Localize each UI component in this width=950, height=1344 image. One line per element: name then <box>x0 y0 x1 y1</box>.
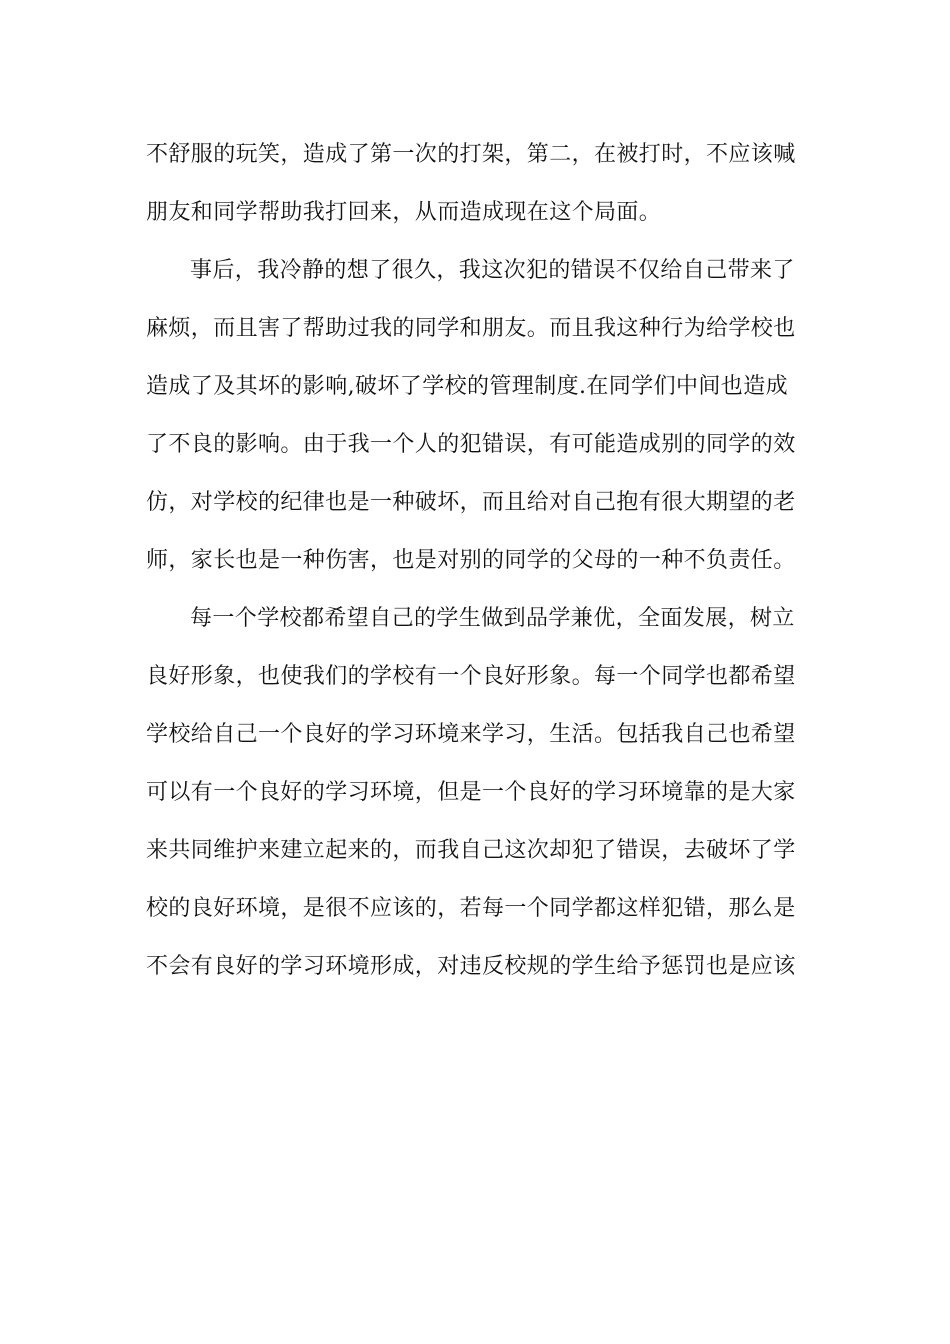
body-text <box>146 126 816 996</box>
text-line-7: 仿，对学校的纪律也是一种破坏，而且给对自己抱有很大期望的老 <box>146 490 796 515</box>
text-line-8: 师，家长也是一种伤害，也是对别的同学的父母的一种不负责任。 <box>146 548 796 573</box>
text-line-1: 不舒服的玩笑，造成了第一次的打架，第二，在被打时，不应该喊 <box>146 142 796 167</box>
text-line-5: 造成了及其坏的影响,破坏了学校的管理制度.在同学们中间也造成 <box>146 374 788 399</box>
text-line-6: 了不良的影响。由于我一个人的犯错误，有可能造成别的同学的效 <box>146 432 796 457</box>
text-line-15: 不会有良好的学习环境形成，对违反校规的学生给予惩罚也是应该 <box>146 954 796 979</box>
text-line-3: 事后，我冷静的想了很久，我这次犯的错误不仅给自己带来了 <box>190 258 795 283</box>
text-line-9: 每一个学校都希望自己的学生做到品学兼优，全面发展，树立 <box>190 606 795 631</box>
text-line-13: 来共同维护来建立起来的，而我自己这次却犯了错误，去破坏了学 <box>146 838 796 863</box>
text-line-2: 朋友和同学帮助我打回来，从而造成现在这个局面。 <box>146 200 662 225</box>
text-line-10: 良好形象，也使我们的学校有一个良好形象。每一个同学也都希望 <box>146 664 796 689</box>
text-line-4: 麻烦，而且害了帮助过我的同学和朋友。而且我这种行为给学校也 <box>146 316 796 341</box>
text-line-12: 可以有一个良好的学习环境，但是一个良好的学习环境靠的是大家 <box>146 780 796 805</box>
text-line-11: 学校给自己一个良好的学习环境来学习，生活。包括我自己也希望 <box>146 722 796 747</box>
text-line-14: 校的良好环境，是很不应该的，若每一个同学都这样犯错，那么是 <box>146 896 796 921</box>
